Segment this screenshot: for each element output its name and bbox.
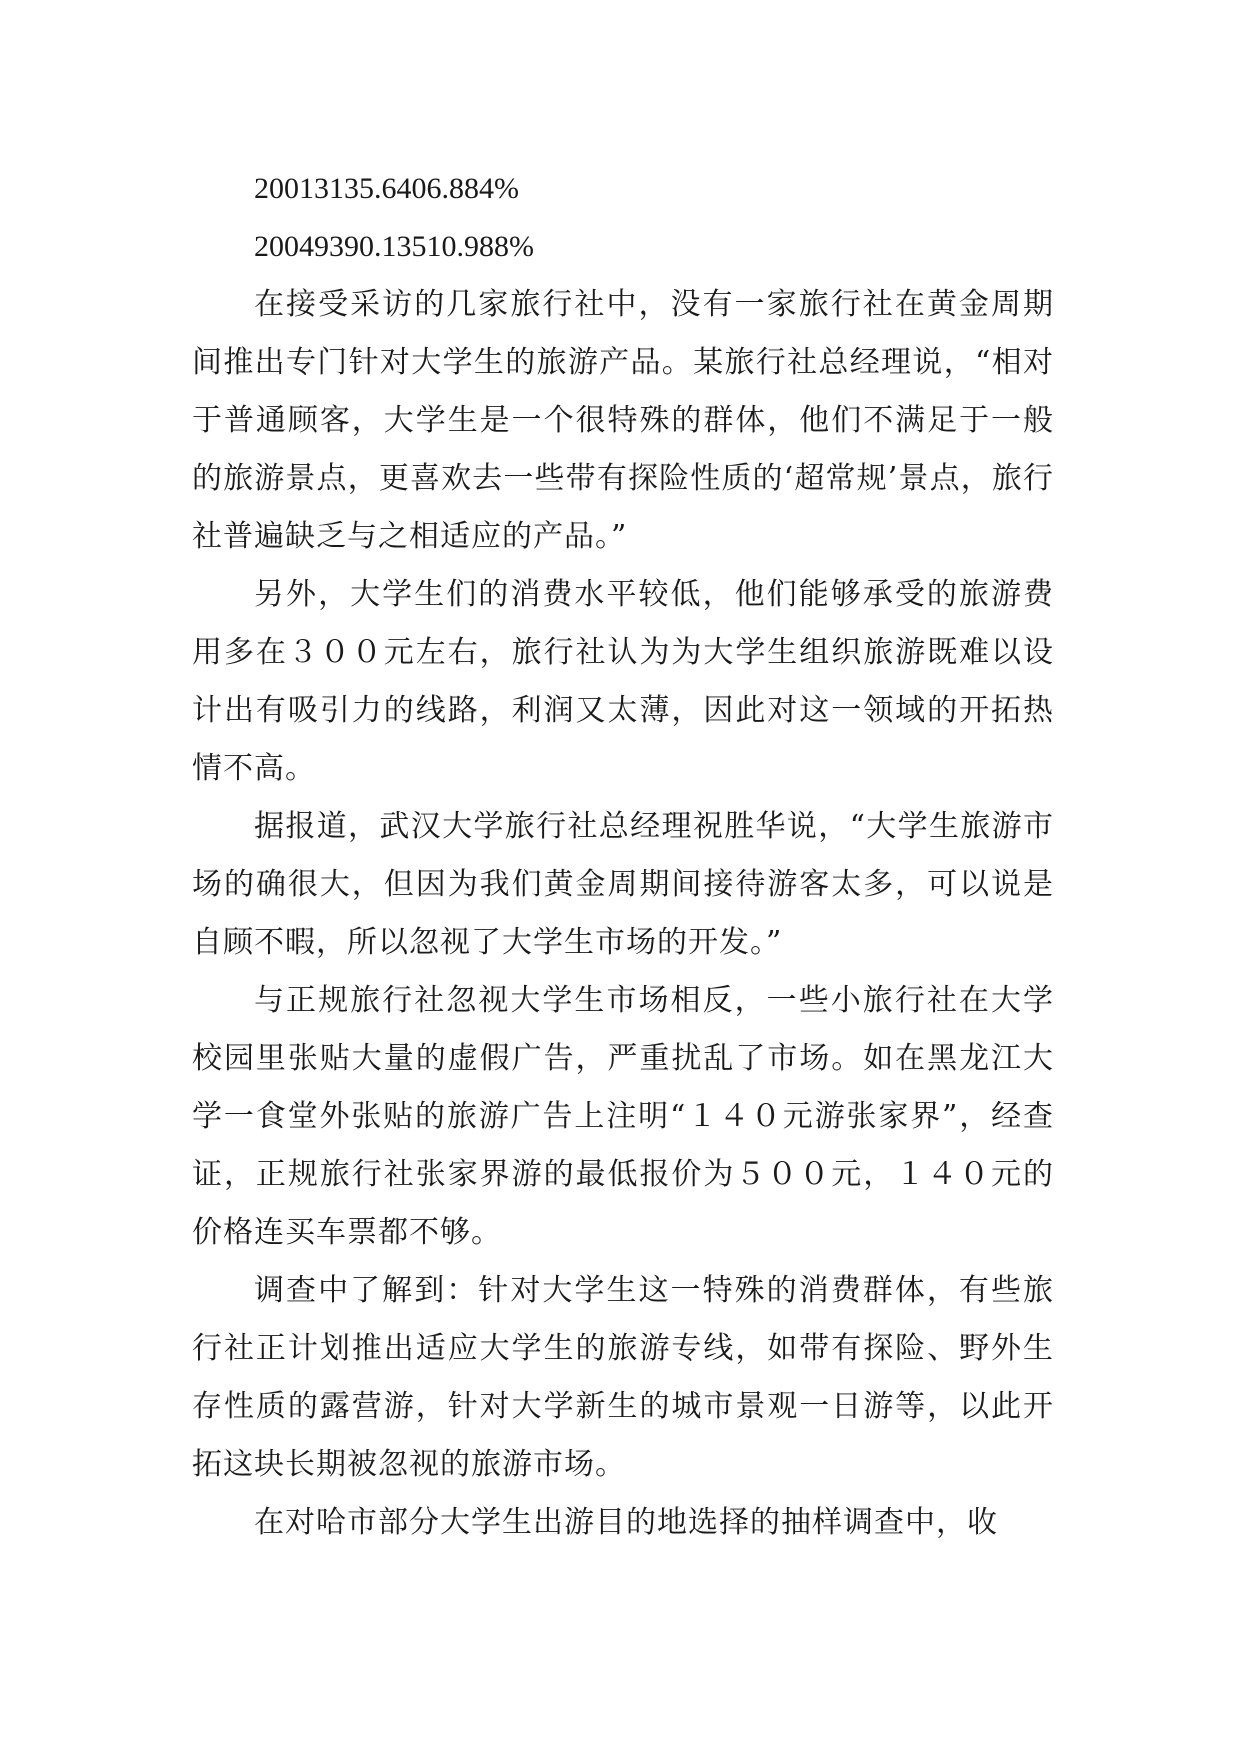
- paragraph-travel-agency-survey: 在接受采访的几家旅行社中，没有一家旅行社在黄金周期间推出专门针对大学生的旅游产品。某旅行社总经理说，“相对于普通顾客，大学生是一个很特殊的群体，他们不满足于一般的旅游景点，更喜欢去一些带有探险性质的‘超常规’景点，旅行社普遍缺乏与之相适应的产品。”: [192, 287, 1054, 554]
- paragraph-special-routes: 调查中了解到：针对大学生这一特殊的消费群体，有些旅行社正计划推出适应大学生的旅游专线，如带有探险、野外生存性质的露营游，针对大学新生的城市景观一日游等，以此开拓这块长期被忽视的旅游市场。: [192, 1273, 1054, 1482]
- document-body: [192, 160, 1054, 1552]
- data-line-2001: 20013135.6406.884%: [254, 172, 519, 205]
- paragraph-wuhan-report: 据报道，武汉大学旅行社总经理祝胜华说，“大学生旅游市场的确很大，但因为我们黄金周期间接待游客太多，可以说是自顾不暇，所以忽视了大学生市场的开发。”: [192, 809, 1054, 960]
- paragraph-spending-level: 另外，大学生们的消费水平较低，他们能够承受的旅游费用多在３００元左右，旅行社认为为大学生组织旅游既难以设计出有吸引力的线路，利润又太薄，因此对这一领域的开拓热情不高。: [192, 577, 1054, 786]
- paragraph-destination-survey: 在对哈市部分大学生出游目的地选择的抽样调查中，收: [254, 1505, 998, 1540]
- paragraph-false-ads: 与正规旅行社忽视大学生市场相反，一些小旅行社在大学校园里张贴大量的虚假广告，严重扰乱了市场。如在黑龙江大学一食堂外张贴的旅游广告上注明“１４０元游张家界”，经查证，正规旅行社张家界游的最低报价为５００元，１４０元的价格连买车票都不够。: [192, 983, 1054, 1250]
- data-line-2004: 20049390.13510.988%: [254, 230, 534, 263]
